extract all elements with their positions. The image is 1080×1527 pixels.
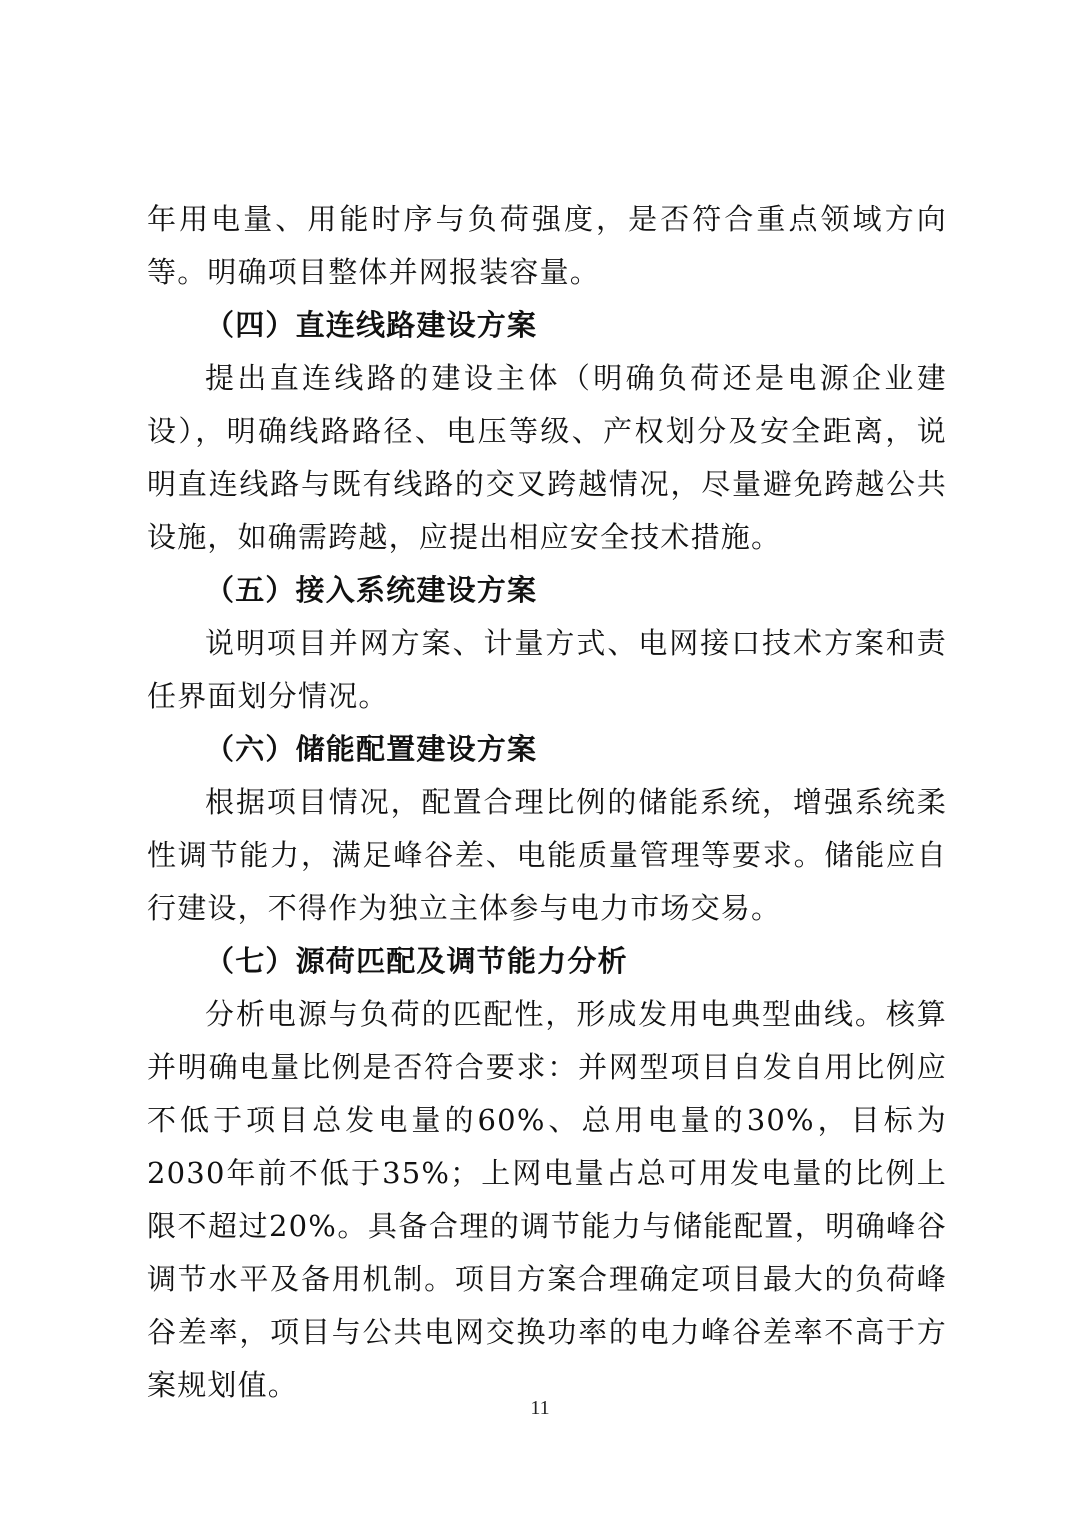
section-heading-6: （六）储能配置建设方案: [205, 732, 538, 766]
section-heading-7: （七）源荷匹配及调节能力分析: [205, 944, 628, 978]
section-heading-5: （五）接入系统建设方案: [205, 573, 538, 607]
paragraph-continued: 年用电量、用能时序与负荷强度，是否符合重点领域方向等。明确项目整体并网报装容量。: [147, 202, 947, 289]
document-body: [147, 193, 947, 1412]
paragraph-direct-line: 提出直连线路的建设主体（明确负荷还是电源企业建设），明确线路路径、电压等级、产权划分及安全距离，说明直连线路与既有线路的交叉跨越情况，尽量避免跨越公共设施，如确需跨越，应提出相应安全技术措施。: [147, 361, 947, 554]
section-heading-4: （四）直连线路建设方案: [205, 308, 538, 342]
paragraph-grid-access: 说明项目并网方案、计量方式、电网接口技术方案和责任界面划分情况。: [147, 626, 947, 713]
page-number: 11: [530, 1397, 550, 1419]
paragraph-storage: 根据项目情况，配置合理比例的储能系统，增强系统柔性调节能力，满足峰谷差、电能质量管理等要求。储能应自行建设，不得作为独立主体参与电力市场交易。: [147, 785, 947, 925]
paragraph-load-matching: 分析电源与负荷的匹配性，形成发用电典型曲线。核算并明确电量比例是否符合要求：并网型项目自发自用比例应不低于项目总发电量的60%、总用电量的30%，目标为2030年前不低于35%；上网电量占总可用发电量的比例上限不超过20%。具备合理的调节能力与储能配置，明确峰谷调节水平及备用机制。项目方案合理确定项目最大的负荷峰谷差率，项目与公共电网交换功率的电力峰谷差率不高于方案规划值。: [147, 997, 947, 1402]
